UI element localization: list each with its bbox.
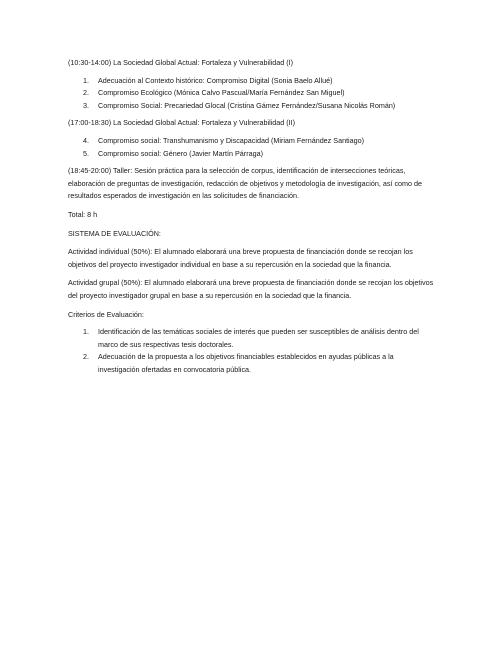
list-item: [68, 351, 434, 376]
individual-activity-paragraph: Actividad individual (50%): El alumnado elaborará una breve propuesta de financiación donde se recojan los objetivos del proyecto investigador individual en base a su repercusión en la sociedad que la financia.: [68, 247, 413, 269]
list-item-number: 2.: [83, 88, 89, 98]
list-item: [68, 135, 434, 148]
list-item-number: 3.: [83, 100, 89, 110]
list-item: [68, 75, 434, 88]
list-item-number: 1.: [83, 75, 89, 85]
group-activity-paragraph: Actividad grupal (50%): El alumnado elaborará una breve propuesta de financiación donde se recojan los objetivos del proyecto investigador grupal en base a su repercusión en la sociedad que la financia.: [68, 278, 434, 300]
criteria-list: [68, 326, 434, 376]
workshop-paragraph: (18:45-20:00) Taller: Sesión práctica para la selección de corpus, identificación de intersecciones teóricas, elaboración de preguntas de investigación, redacción de objetivos y metodología de investigación, así como de resultados esperados de investigación en las solicitudes de financiación.: [68, 166, 423, 201]
list-item-number: 2.: [83, 352, 89, 362]
session-2-list: [68, 135, 434, 160]
list-item-text: Compromiso Ecológico (Mónica Calvo Pascual/María Fernández San Miguel): [98, 88, 345, 98]
list-item-text: Adecuación al Contexto histórico: Compromiso Digital (Sonia Baelo Allué): [98, 75, 333, 85]
list-item-text: Compromiso social: Género (Javier Martín Párraga): [98, 148, 263, 158]
session-2-header: (17:00-18:30) La Sociedad Global Actual: Fortaleza y Vulnerabilidad (II): [68, 118, 296, 128]
list-item-number: 4.: [83, 135, 89, 145]
session-1-header: (10:30-14:00) La Sociedad Global Actual: Fortaleza y Vulnerabilidad (I): [68, 58, 294, 67]
criteria-heading: Criterios de Evaluación:: [68, 309, 144, 319]
list-item: [68, 148, 434, 161]
list-item-text: Compromiso social: Transhumanismo y Discapacidad (Miriam Fernández Santiago): [98, 135, 365, 145]
list-item-text: Compromiso Social: Precariedad Glocal (Cristina Gámez Fernández/Susana Nicolás Román): [98, 100, 396, 110]
list-item: [68, 100, 434, 113]
session-1-list: [68, 75, 434, 113]
evaluation-heading: SISTEMA DE EVALUACIÓN:: [68, 228, 161, 238]
document-content: [68, 57, 434, 381]
list-item-text: Adecuación de la propuesta a los objetivos financiables establecidos en ayudas públicas a la investigación ofertadas en convocatoria pública.: [98, 352, 394, 374]
list-item-number: 5.: [83, 148, 89, 158]
list-item: [68, 87, 434, 100]
total-hours: Total: 8 h: [68, 209, 98, 219]
list-item-text: Identificación de las temáticas sociales de interés que pueden ser susceptibles de análisis dentro del marco de sus respectivas tesis doctorales.: [98, 327, 419, 349]
list-item-number: 1.: [83, 327, 89, 337]
list-item: [68, 326, 434, 351]
